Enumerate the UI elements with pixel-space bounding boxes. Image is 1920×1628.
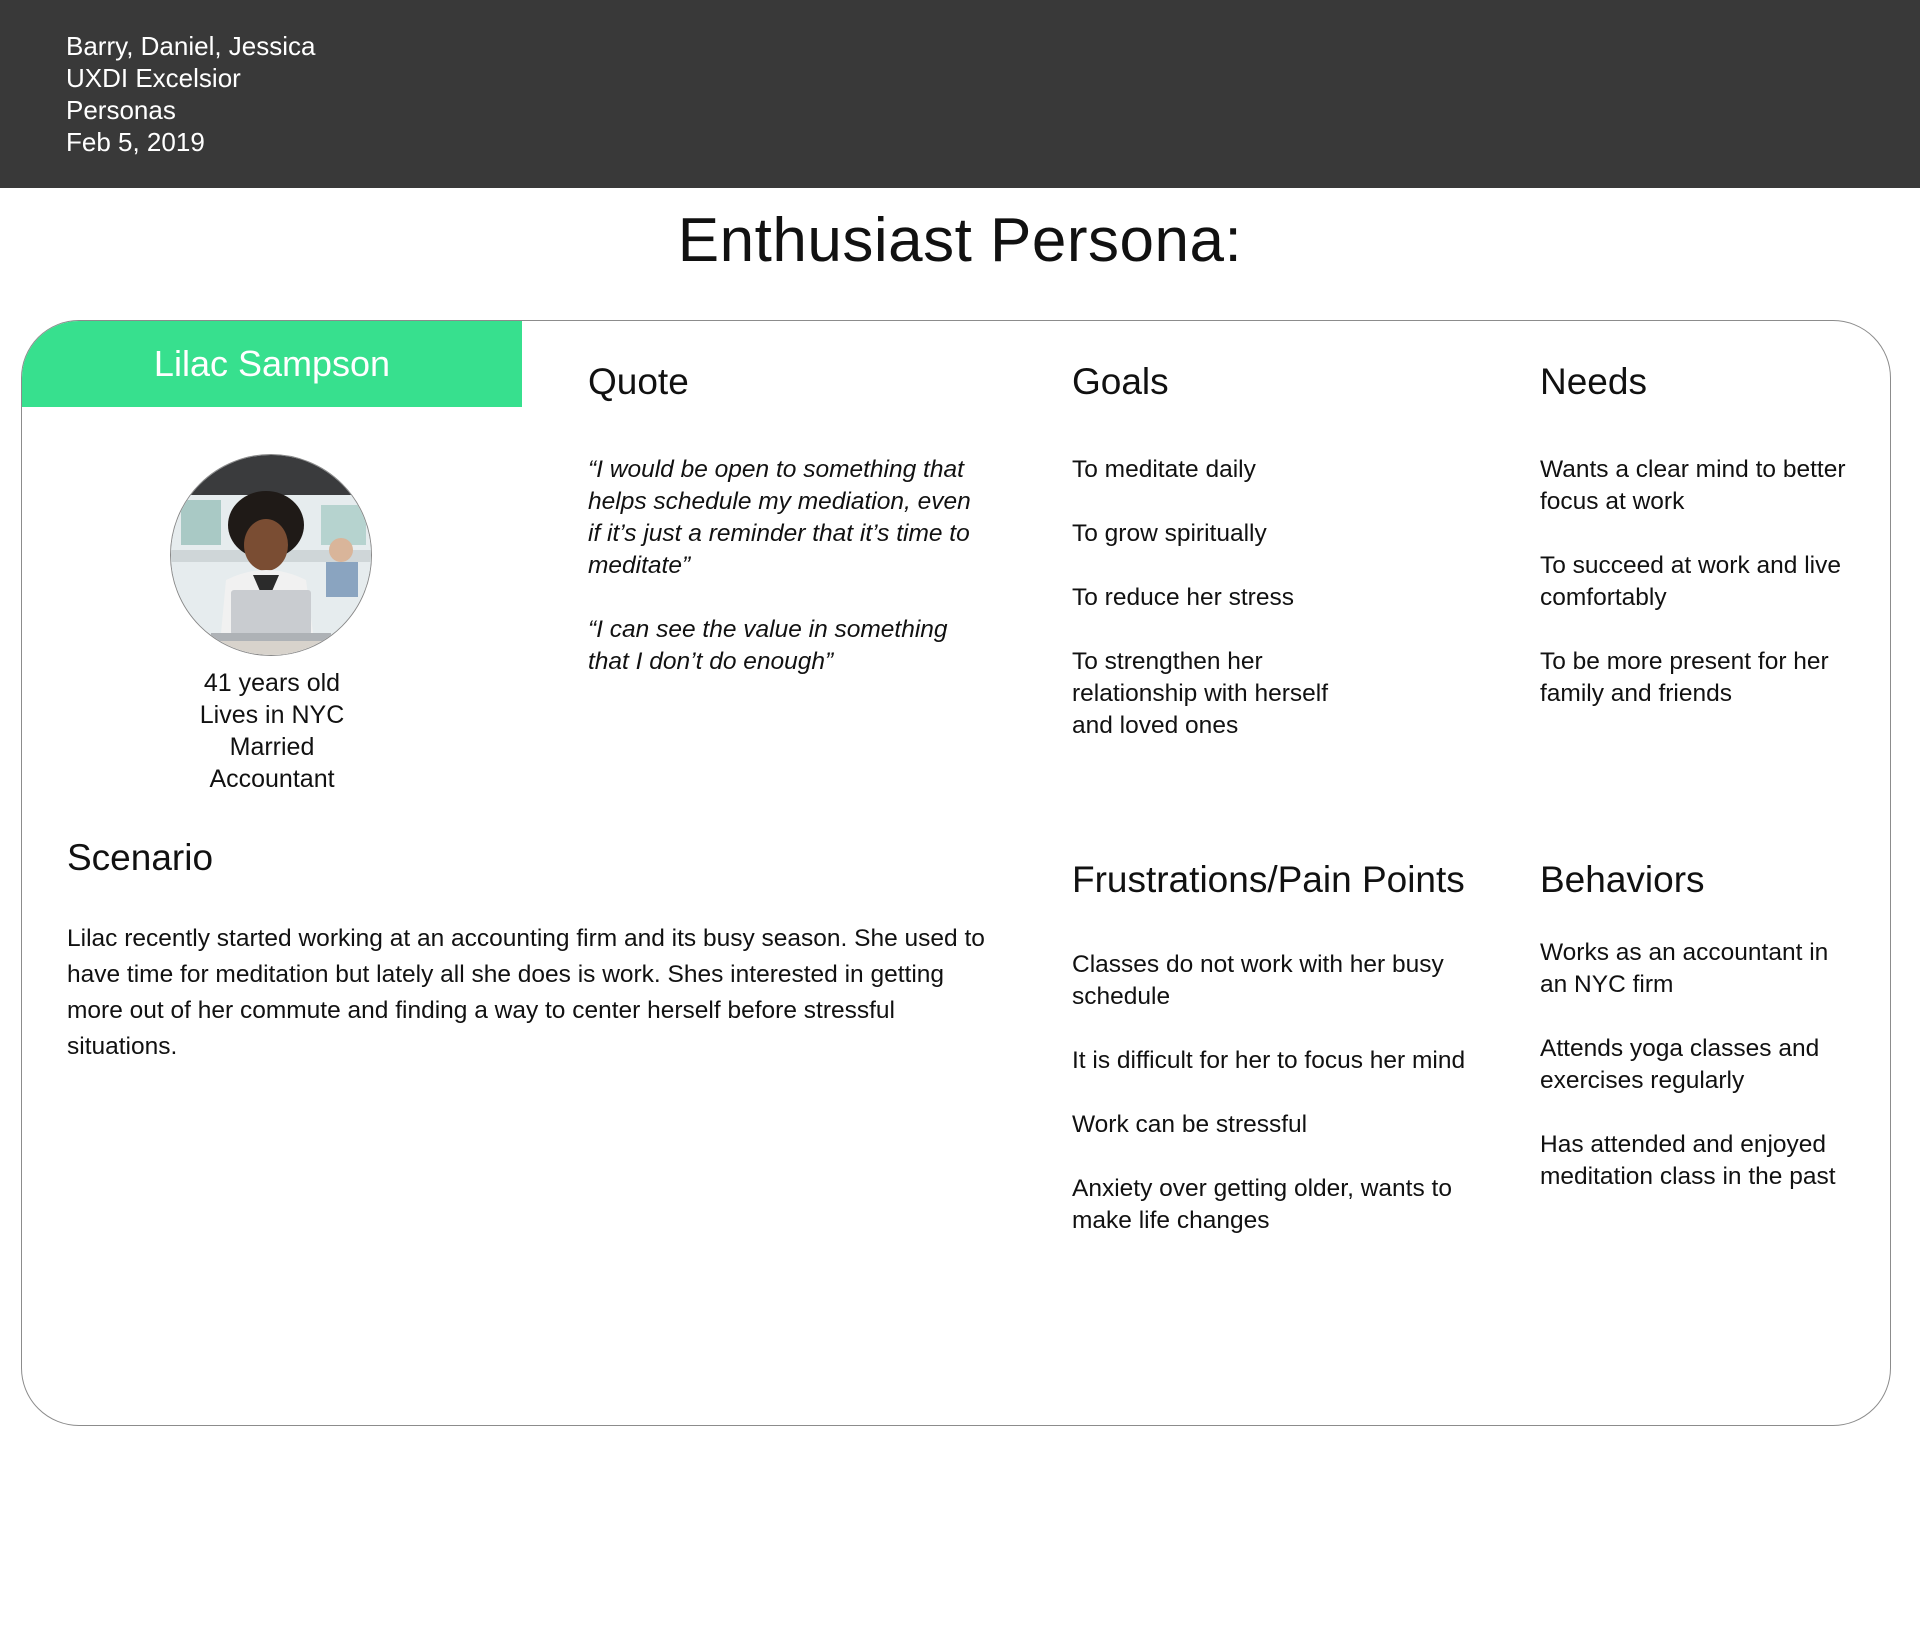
quote-item: “I can see the value in something that I don’t do enough” bbox=[588, 616, 948, 675]
quote-heading: Quote bbox=[588, 361, 689, 402]
frustrations-list bbox=[1072, 949, 1472, 1269]
needs-list bbox=[1540, 454, 1850, 742]
goal-item: To grow spiritually bbox=[1072, 520, 1267, 547]
behaviors-list bbox=[1540, 937, 1850, 1225]
frustration-item: It is difficult for her to focus her mind bbox=[1072, 1047, 1466, 1074]
behavior-item: Attends yoga classes and exercises regularly bbox=[1540, 1035, 1820, 1094]
header-bar bbox=[0, 0, 1920, 188]
header-info bbox=[66, 30, 316, 158]
need-item: To be more present for her family and friends bbox=[1540, 648, 1829, 707]
quote-list bbox=[588, 454, 978, 710]
needs-heading: Needs bbox=[1540, 361, 1647, 402]
behavior-item: Has attended and enjoyed meditation class in the past bbox=[1540, 1131, 1836, 1190]
behaviors-heading: Behaviors bbox=[1540, 859, 1705, 900]
goal-item: To reduce her stress bbox=[1072, 584, 1294, 611]
need-item: To succeed at work and live comfortably bbox=[1540, 552, 1841, 611]
persona-occupation: Accountant bbox=[209, 765, 335, 793]
persona-name: Lilac Sampson bbox=[153, 343, 391, 384]
goals-list bbox=[1072, 454, 1362, 774]
page-title: Enthusiast Persona: bbox=[677, 206, 1243, 275]
frustration-item: Work can be stressful bbox=[1072, 1111, 1308, 1138]
frustrations-heading: Frustrations/Pain Points bbox=[1072, 859, 1465, 900]
header-topic: Personas bbox=[66, 95, 176, 125]
goal-item: To strengthen her relationship with herself and loved ones bbox=[1072, 648, 1329, 739]
quote-item: “I would be open to something that helps schedule my mediation, even if it’s just a reminder that it’s time to meditate” bbox=[588, 456, 971, 579]
header-date: Feb 5, 2019 bbox=[66, 127, 205, 157]
persona-marital-status: Married bbox=[229, 733, 315, 761]
scenario-heading: Scenario bbox=[67, 837, 214, 878]
frustration-item: Anxiety over getting older, wants to make life changes bbox=[1072, 1175, 1452, 1234]
persona-location: Lives in NYC bbox=[199, 701, 345, 729]
need-item: Wants a clear mind to better focus at work bbox=[1540, 456, 1846, 515]
persona-demographics bbox=[72, 667, 472, 795]
persona-avatar bbox=[170, 454, 372, 656]
persona-card bbox=[21, 320, 1891, 1426]
persona-age: 41 years old bbox=[203, 669, 341, 697]
header-authors: Barry, Daniel, Jessica bbox=[66, 31, 316, 61]
persona-name-banner bbox=[22, 321, 522, 407]
frustration-item: Classes do not work with her busy schedule bbox=[1072, 951, 1444, 1010]
behavior-item: Works as an accountant in an NYC firm bbox=[1540, 939, 1829, 998]
header-course: UXDI Excelsior bbox=[66, 63, 241, 93]
goal-item: To meditate daily bbox=[1072, 456, 1256, 483]
goals-heading: Goals bbox=[1072, 361, 1169, 402]
scenario-text: Lilac recently started working at an accounting firm and its busy season. She used to have time for meditation but lately all she does is work. Shes interested in getting more out of her commute and finding a way to center herself before stressful situations. bbox=[67, 925, 985, 1060]
